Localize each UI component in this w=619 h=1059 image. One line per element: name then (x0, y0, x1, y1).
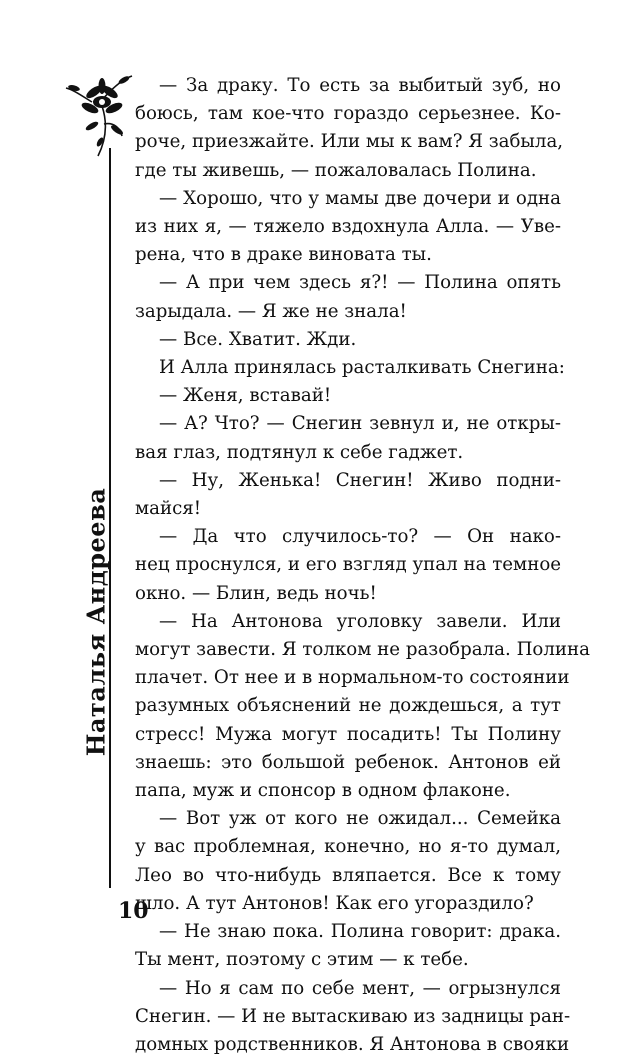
text-line: где ты живешь, — пожаловалась Полина. (135, 159, 537, 181)
text-line: майся! (135, 498, 202, 520)
text-line: Снегин. — И не вытаскиваю из задницы ран- (135, 1005, 571, 1027)
text-line: стресс! Мужа могут посадить! Ты Полину (135, 723, 561, 745)
text-line: — За драку. То есть за выбитый зуб, но (159, 75, 561, 96)
text-line: Лео во что-нибудь вляпается. Все к тому (135, 864, 561, 886)
author-name: Наталья Андреева (81, 487, 111, 757)
text-line: вая глаз, подтянул к себе гаджет. (135, 441, 464, 463)
text-line: роче, приезжайте. Или мы к вам? Я забыла, (135, 131, 564, 153)
text-line: боюсь, там кое-что гораздо серьезнее. Ко- (135, 103, 561, 125)
text-line: знаешь: это большой ребенок. Антонов ей (135, 751, 561, 773)
text-line: у вас проблемная, конечно, но я-то думал, (135, 836, 561, 858)
text-line: — А при чем здесь я?! — Полина опять (159, 272, 561, 294)
text-line: — Но я сам по себе мент, — огрызнулся (159, 977, 561, 999)
text-line: папа, муж и спонсор в одном флаконе. (135, 780, 511, 802)
text-line: — Ну, Женька! Снегин! Живо подни- (159, 469, 561, 491)
text-line: — Вот уж от кого не ожидал... Семейка (159, 808, 561, 830)
text-line: домных родственников. Я Антонова в свояки (135, 1033, 570, 1055)
text-line: — А? Что? — Снегин зевнул и, не откры- (159, 413, 561, 435)
body-text (135, 72, 591, 1059)
text-line: рена, что в драке виновата ты. (135, 244, 432, 266)
text-line: зарыдала. — Я же не знала! (135, 300, 407, 322)
flower-ornament-icon (62, 66, 134, 158)
text-line: Ты мент, поэтому с этим — к тебе. (135, 949, 469, 971)
text-line: шло. А тут Антонов! Как его угораздило? (135, 892, 534, 914)
text-line: — Женя, вставай! (159, 385, 332, 407)
text-line: — Да что случилось-то? — Он нако- (159, 526, 561, 548)
page-number: 10 (118, 898, 149, 924)
text-line: — Не знаю пока. Полина говорит: драка. (159, 921, 561, 943)
text-line: разумных объяснений не дождешься, а тут (135, 695, 561, 717)
text-line: окно. — Блин, ведь ночь! (135, 582, 377, 604)
text-line: из них я, — тяжело вздохнула Алла. — Уве- (135, 216, 561, 238)
text-line: нец проснулся, и его взгляд упал на темное (135, 554, 562, 576)
text-line: плачет. От нее и в нормальном-то состоянии (135, 667, 570, 689)
text-line: — Все. Хватит. Жди. (159, 328, 357, 350)
text-line: — Хорошо, что у мамы две дочери и одна (159, 187, 561, 209)
text-line: И Алла принялась расталкивать Снегина: (159, 357, 565, 379)
text-line: могут завести. Я толком не разобрала. Полина (135, 639, 591, 661)
text-line: — На Антонова уголовку завели. Или (159, 610, 561, 632)
